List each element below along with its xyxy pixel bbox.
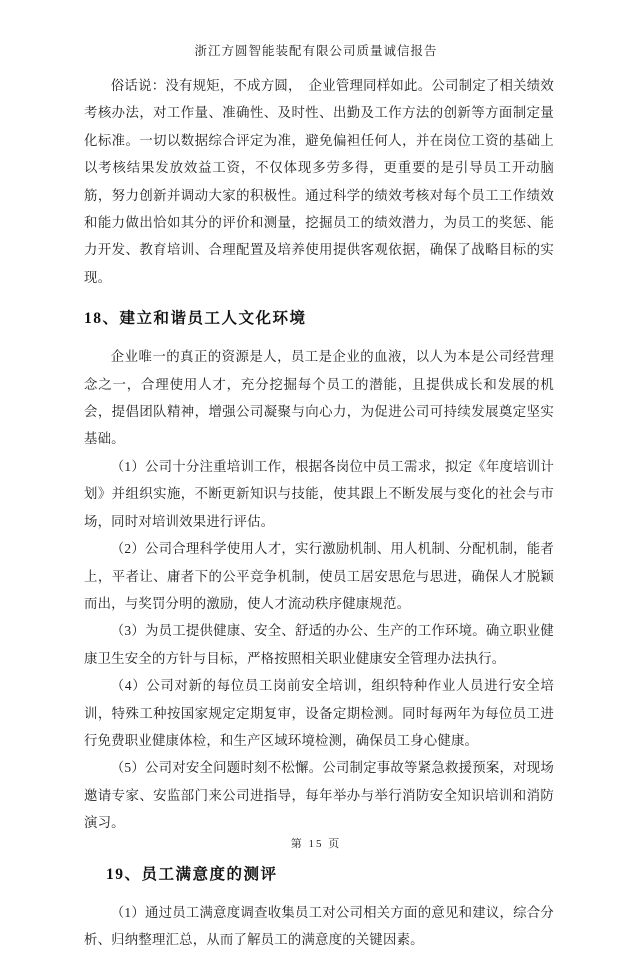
- section-18-paragraph: （2）公司合理科学使用人才，实行激励机制、用人机制、分配机制，能者上，平者让、庸者下的公平竞争机制，使员工居安思危与思进，确保人才脱颖而出，与奖罚分明的激励，使人才流动秩序健康规范。: [84, 541, 554, 611]
- intro-paragraph: 俗话说：没有规矩，不成方圆， 企业管理同样如此。公司制定了相关绩效考核办法，对工作量、准确性、及时性、出勤及工作方法的创新等方面制定量化标准。一切以数据综合评定为准，避免偏袒任何人，并在岗位工资的基础上以考核结果发放效益工资，不仅体现多劳多得，更重要的是引导员工开动脑筋，努力创新并调动大家的积极性。通过科学的绩效考核对每个员工工作绩效和能力做出恰如其分的评价和测量，挖掘员工的绩效潜力，为员工的奖惩、能力开发、教育培训、合理配置及培养使用提供客观依据，确保了战略目标的实现。: [84, 78, 554, 285]
- document-header-title: 浙江方圆智能装配有限公司质量诚信报告: [194, 44, 438, 58]
- footer-page-number: 第 15 页: [290, 838, 342, 850]
- section-18-paragraph: （1）公司十分注重培训工作，根据各岗位中员工需求，拟定《年度培训计划》并组织实施，不断更新知识与技能，使其跟上不断发展与变化的社会与市场，同时对培训效果进行评估。: [84, 458, 554, 529]
- document-body: [84, 72, 554, 953]
- section-18-paragraph: （3）为员工提供健康、安全、舒适的办公、生产的工作环境。确立职业健康卫生安全的方针与目标，严格按照相关职业健康安全管理办法执行。: [84, 623, 554, 666]
- section-18-paragraph: 企业唯一的真正的资源是人，员工是企业的血液，以人为本是公司经营理念之一，合理使用人才，充分挖掘每个员工的潜能，且提供成长和发展的机会，提倡团队精神，增强公司凝聚与向心力，为促进公司可持续发展奠定坚实基础。: [84, 349, 554, 447]
- section-19-paragraph: （1）通过员工满意度调查收集员工对公司相关方面的意见和建议，综合分析、归纳整理汇总，从而了解员工的满意度的关键因素。: [84, 904, 554, 947]
- section-18-paragraph: （4）公司对新的每位员工岗前安全培训，组织特种作业人员进行安全培训，特殊工种按国家规定定期复审，设备定期检测。同时每两年为每位员工进行免费职业健康体检，和生产区域环境检测，确保员工身心健康。: [84, 678, 554, 748]
- section-18-heading: 18、建立和谐员工人文化环境: [84, 310, 307, 328]
- section-18-paragraph: （5）公司对安全问题时刻不松懈。公司制定事故等紧急救援预案，对现场邀请专家、安监部门来公司进指导，每年举办与举行消防安全知识培训和消防演习。: [84, 760, 554, 831]
- section-19-heading: 19、员工满意度的测评: [106, 865, 278, 883]
